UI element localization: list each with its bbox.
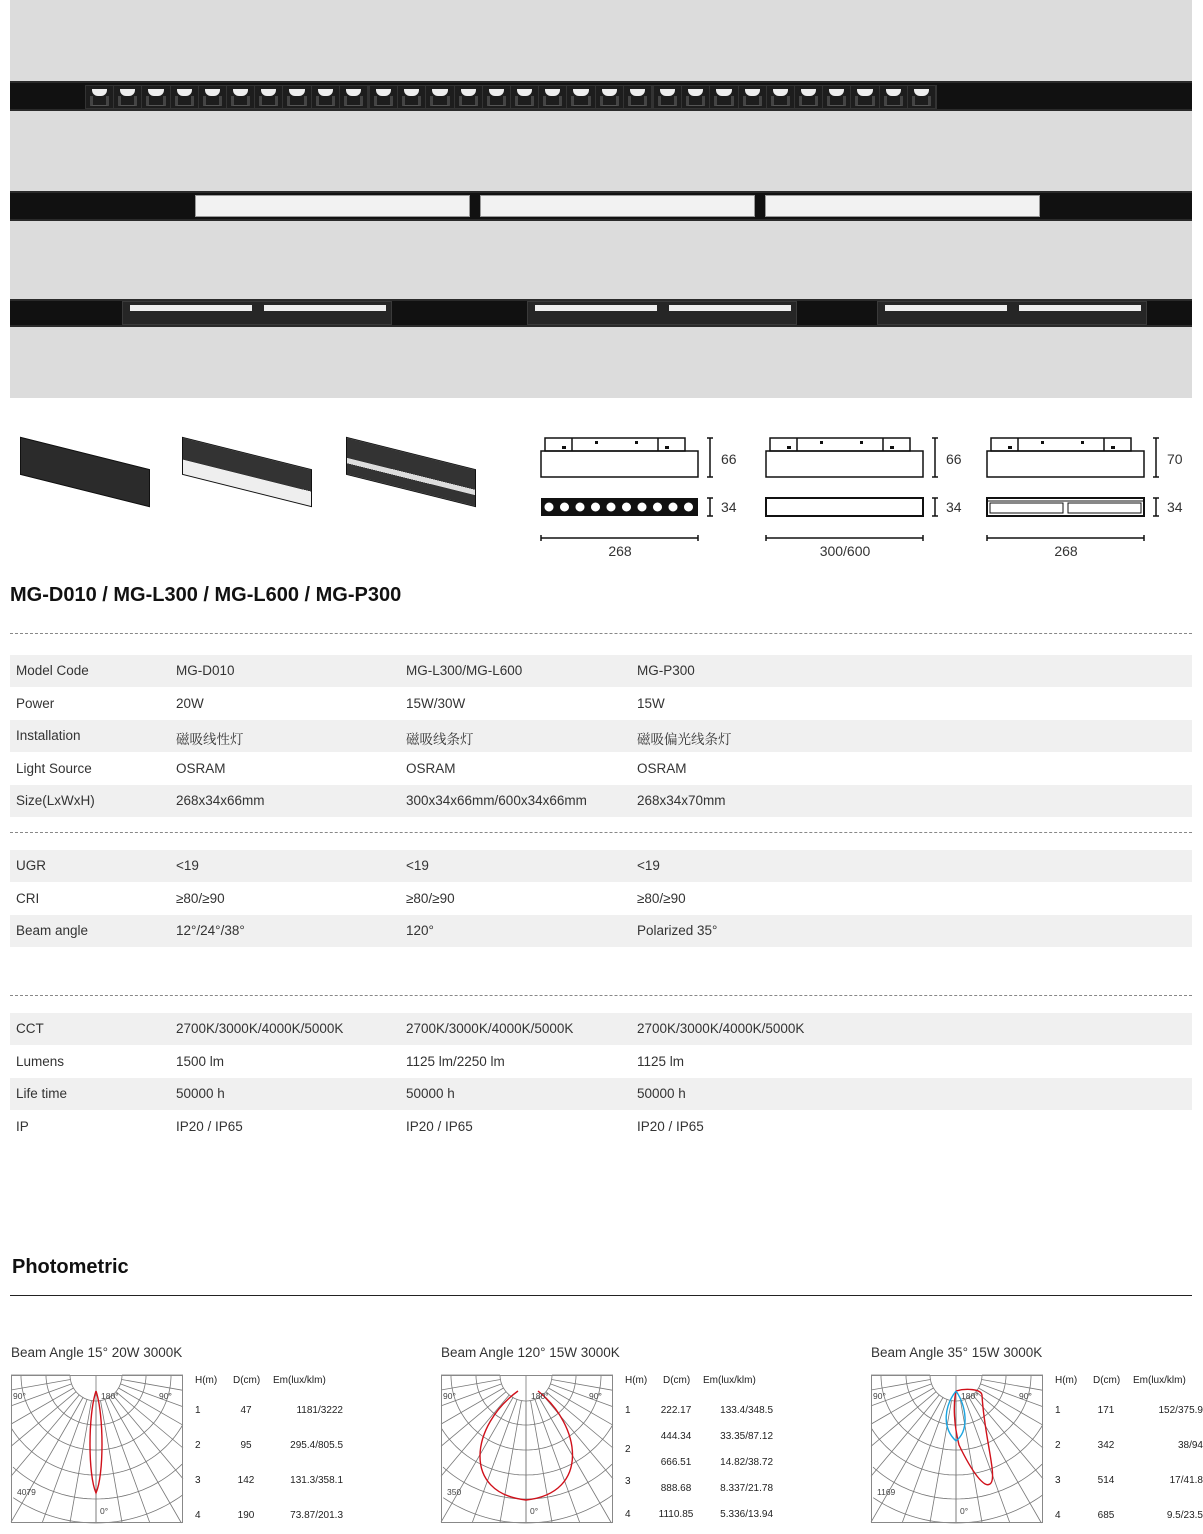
spec-value: OSRAM	[637, 760, 687, 776]
spec-label: Light Source	[16, 760, 92, 776]
illuminance-value: 17/41.8	[1169, 1475, 1203, 1486]
spotlight-track	[10, 81, 1192, 111]
intensity-scale-label: 4079	[17, 1487, 36, 1497]
spot-lens	[739, 86, 767, 108]
distance-value: 514	[1097, 1475, 1115, 1486]
spec-value: 磁吸线条灯	[406, 732, 474, 747]
spot-lens	[227, 86, 255, 108]
height-value: 4	[195, 1510, 201, 1521]
product-thumbnail-linear	[182, 437, 312, 507]
spec-value: OSRAM	[406, 760, 456, 776]
dimension-length: 268	[608, 543, 632, 559]
dimension-depth: 34	[721, 499, 737, 515]
spec-row	[10, 753, 1192, 785]
angle-label-left: 90°	[13, 1391, 26, 1401]
angle-label-right: 90°	[589, 1391, 602, 1401]
height-value: 1	[1055, 1405, 1061, 1416]
spec-label: Life time	[16, 1086, 68, 1101]
intensity-scale-label: 1169	[877, 1487, 896, 1497]
table-header: H(m)	[1055, 1375, 1078, 1386]
light-panel	[765, 195, 1040, 217]
spec-row	[10, 688, 1192, 720]
spot-lens	[114, 86, 142, 108]
spec-value: 2700K/3000K/4000K/5000K	[176, 1021, 344, 1036]
spot-lens	[483, 86, 511, 108]
spot-lens	[823, 86, 851, 108]
spec-label: Size(LxWxH)	[16, 793, 95, 808]
illuminance-value: 152/375.9	[1158, 1405, 1203, 1416]
height-value: 2	[625, 1444, 631, 1455]
spot-lens	[795, 86, 823, 108]
spec-row	[10, 1046, 1192, 1078]
spec-value: <19	[406, 858, 429, 873]
photometric-diagram-title: Beam Angle 15° 20W 3000K	[11, 1345, 183, 1360]
spot-lens	[710, 86, 738, 108]
spec-row	[10, 883, 1192, 915]
illuminance-value: 133.4/348.5	[720, 1405, 773, 1416]
spec-value: 2700K/3000K/4000K/5000K	[406, 1021, 574, 1036]
dimension-drawing	[986, 436, 1166, 556]
dashed-divider	[10, 633, 1192, 634]
height-value: 3	[1055, 1475, 1061, 1486]
illuminance-value: 8.337/21.78	[720, 1483, 773, 1494]
spot-lens	[908, 86, 936, 108]
angle-label-right: 90°	[1019, 1391, 1032, 1401]
table-header: H(m)	[195, 1375, 218, 1386]
spot-lens	[142, 86, 170, 108]
spec-value: <19	[176, 858, 199, 873]
spec-value: MG-D010	[176, 663, 235, 678]
spec-value: 12°/24°/38°	[176, 923, 245, 938]
spec-value: 磁吸偏光线条灯	[637, 732, 732, 747]
spec-value: <19	[637, 858, 660, 873]
spec-value: 50000 h	[637, 1086, 686, 1101]
spec-value: 2700K/3000K/4000K/5000K	[637, 1021, 805, 1036]
spec-value: 15W	[637, 695, 665, 711]
spec-value: IP20 / IP65	[176, 1118, 243, 1134]
distance-value: 222.17	[660, 1405, 692, 1416]
spec-row	[10, 1078, 1192, 1110]
spec-value: 50000 h	[406, 1086, 455, 1101]
spec-value: 120°	[406, 923, 434, 938]
spot-lens	[312, 86, 340, 108]
illuminance-value: 131.3/358.1	[290, 1475, 343, 1486]
polarized-module	[122, 301, 392, 325]
distance-value: 1110.85	[658, 1509, 694, 1520]
dimension-depth: 34	[1167, 499, 1183, 515]
spot-lens	[455, 86, 483, 108]
spec-row	[10, 850, 1192, 882]
polar-intensity-diagram	[11, 1375, 183, 1523]
spec-label: IP	[16, 1118, 29, 1134]
spec-label: CCT	[16, 1021, 44, 1036]
illuminance-value: 73.87/201.3	[290, 1510, 343, 1521]
spec-row	[10, 720, 1192, 752]
spec-value: 1125 lm	[637, 1053, 685, 1069]
angle-label-top: 180°	[531, 1391, 549, 1401]
spec-value: IP20 / IP65	[637, 1118, 704, 1134]
angle-label-top: 180°	[101, 1391, 119, 1401]
spot-lens	[596, 86, 624, 108]
polarized-module	[877, 301, 1147, 325]
spec-value: 300x34x66mm/600x34x66mm	[406, 793, 587, 808]
spec-value: ≥80/≥90	[176, 890, 225, 906]
illuminance-value: 5.336/13.94	[720, 1509, 773, 1520]
table-header: D(cm)	[1093, 1375, 1121, 1386]
spec-value: 20W	[176, 695, 204, 711]
spec-label: Power	[16, 695, 55, 711]
table-header: D(cm)	[233, 1375, 261, 1386]
spot-lens	[426, 86, 454, 108]
spec-value: MG-L300/MG-L600	[406, 663, 523, 678]
spec-value: MG-P300	[637, 663, 695, 678]
angle-label-left: 90°	[443, 1391, 456, 1401]
angle-label-bottom: 0°	[100, 1506, 109, 1516]
spot-lens	[567, 86, 595, 108]
illuminance-value: 1181/3222	[296, 1405, 343, 1416]
dimension-depth: 34	[946, 499, 962, 515]
spot-lens	[255, 86, 283, 108]
illuminance-value: 14.82/38.72	[720, 1457, 773, 1468]
spot-lens	[398, 86, 426, 108]
polar-intensity-diagram	[871, 1375, 1043, 1523]
angle-label-right: 90°	[159, 1391, 172, 1401]
spot-lens	[511, 86, 539, 108]
spot-lens	[370, 86, 398, 108]
distance-value: 142	[237, 1475, 255, 1486]
spec-value: 15W/30W	[406, 695, 466, 711]
spot-module	[653, 85, 937, 109]
angle-label-top: 180°	[961, 1391, 979, 1401]
distance-value: 171	[1097, 1405, 1115, 1416]
photometric-diagram-title: Beam Angle 120° 15W 3000K	[441, 1345, 620, 1360]
distance-value: 95	[240, 1440, 252, 1451]
table-header: D(cm)	[663, 1375, 691, 1386]
dimension-length: 268	[1054, 543, 1078, 559]
height-value: 2	[195, 1440, 201, 1451]
table-header: Em(lux/klm)	[273, 1375, 326, 1386]
spec-value: 50000 h	[176, 1086, 225, 1101]
spot-lens	[851, 86, 879, 108]
distance-value: 342	[1097, 1440, 1115, 1451]
polarized-track	[10, 299, 1192, 327]
spot-lens	[171, 86, 199, 108]
photometric-diagram-title: Beam Angle 35° 15W 3000K	[871, 1345, 1043, 1360]
distance-value: 666.51	[660, 1457, 692, 1468]
linear-track	[10, 191, 1192, 221]
spec-value: 268x34x70mm	[637, 793, 726, 808]
spec-value: 268x34x66mm	[176, 793, 265, 808]
product-hero-image	[10, 0, 1192, 398]
spot-lens	[682, 86, 710, 108]
spec-value: 磁吸线性灯	[176, 732, 244, 747]
spec-value: ≥80/≥90	[406, 890, 455, 906]
spec-value: IP20 / IP65	[406, 1118, 473, 1134]
height-value: 3	[195, 1475, 201, 1486]
distance-value: 190	[237, 1510, 255, 1521]
table-header: H(m)	[625, 1375, 648, 1386]
spec-label: Installation	[16, 728, 81, 743]
distance-value: 444.34	[660, 1431, 692, 1442]
spec-row	[10, 1111, 1192, 1143]
illuminance-value: 9.5/23.5	[1166, 1510, 1203, 1521]
distance-value: 47	[240, 1405, 252, 1416]
spec-label: Model Code	[16, 663, 89, 678]
height-value: 1	[625, 1405, 631, 1416]
illuminance-value: 295.4/805.5	[290, 1440, 343, 1451]
dimension-height: 66	[721, 451, 737, 467]
divider	[10, 1295, 1192, 1296]
spec-value: 1125 lm/2250 lm	[406, 1053, 505, 1069]
spec-row	[10, 655, 1192, 687]
angle-label-bottom: 0°	[530, 1506, 539, 1516]
spot-module	[85, 85, 369, 109]
spot-lens	[283, 86, 311, 108]
spec-value: OSRAM	[176, 760, 226, 776]
spot-lens	[199, 86, 227, 108]
height-value: 1	[195, 1405, 201, 1416]
spec-label: Beam angle	[16, 923, 89, 938]
spec-row	[10, 1013, 1192, 1045]
height-value: 4	[1055, 1510, 1061, 1521]
spot-lens	[86, 86, 114, 108]
spec-value: ≥80/≥90	[637, 890, 686, 906]
page-title: MG-D010 / MG-L300 / MG-L600 / MG-P300	[10, 584, 402, 606]
illuminance-value: 38/94	[1177, 1440, 1203, 1451]
dashed-divider	[10, 995, 1192, 996]
product-thumbnail-spot	[20, 437, 150, 507]
spec-label: CRI	[16, 890, 40, 906]
distance-value: 888.68	[660, 1483, 692, 1494]
light-panel	[480, 195, 755, 217]
spot-module	[369, 85, 653, 109]
spot-lens	[880, 86, 908, 108]
spec-value: Polarized 35°	[637, 923, 718, 938]
dimension-drawing	[540, 436, 720, 556]
table-header: Em(lux/klm)	[703, 1375, 756, 1386]
spot-lens	[767, 86, 795, 108]
height-value: 3	[625, 1476, 631, 1487]
spot-lens	[624, 86, 652, 108]
distance-value: 685	[1097, 1510, 1115, 1521]
spec-label: Lumens	[16, 1053, 65, 1069]
polarized-module	[527, 301, 797, 325]
polar-intensity-diagram	[441, 1375, 613, 1523]
spec-label: UGR	[16, 858, 46, 873]
light-panel	[195, 195, 470, 217]
photometric-heading: Photometric	[12, 1256, 129, 1278]
height-value: 2	[1055, 1440, 1061, 1451]
height-value: 4	[625, 1509, 631, 1520]
dashed-divider	[10, 832, 1192, 833]
intensity-scale-label: 350	[447, 1487, 462, 1497]
spot-lens	[654, 86, 682, 108]
illuminance-value: 33.35/87.12	[720, 1431, 773, 1442]
angle-label-bottom: 0°	[960, 1506, 969, 1516]
dimension-drawing	[765, 436, 945, 556]
spec-row	[10, 915, 1192, 947]
spec-row	[10, 785, 1192, 817]
spot-lens	[340, 86, 368, 108]
table-header: Em(lux/klm)	[1133, 1375, 1186, 1386]
spec-value: 1500 lm	[176, 1053, 225, 1069]
spot-lens	[539, 86, 567, 108]
angle-label-left: 90°	[873, 1391, 886, 1401]
product-thumbnail-polarized	[346, 437, 476, 507]
dimension-height: 66	[946, 451, 962, 467]
dimension-height: 70	[1167, 451, 1183, 467]
dimension-length: 300/600	[819, 543, 871, 559]
